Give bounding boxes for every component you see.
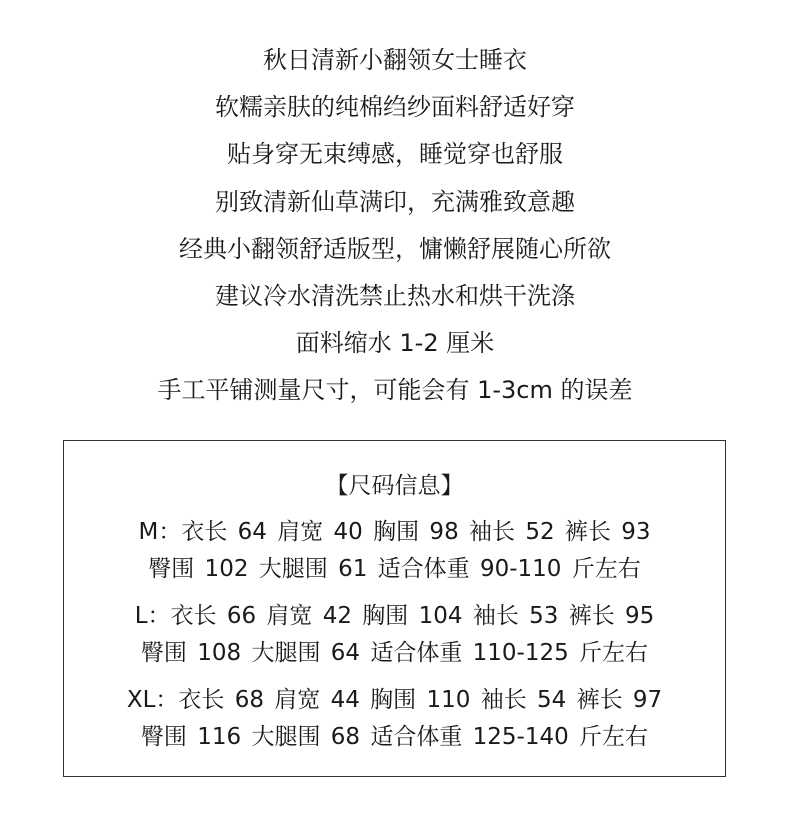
size-m-line2: 臀围 102 大腿围 61 适合体重 90-110 斤左右 — [148, 556, 641, 582]
intro-line-measurement: 手工平铺测量尺寸，可能会有 1-3cm 的误差 — [157, 376, 633, 405]
size-xl-line1: XL：衣长 68 肩宽 44 胸围 110 袖长 54 裤长 97 — [126, 687, 663, 713]
intro-line-fabric: 软糯亲肤的纯棉绉纱面料舒适好穿 — [215, 93, 575, 122]
size-l-line1: L：衣长 66 肩宽 42 胸围 104 袖长 53 裤长 95 — [134, 603, 655, 629]
intro-line-shrinkage: 面料缩水 1-2 厘米 — [295, 329, 495, 358]
intro-line-title: 秋日清新小翻领女士睡衣 — [263, 46, 527, 74]
size-entry-l — [64, 598, 725, 672]
size-m-line1: M：衣长 64 肩宽 40 胸围 98 袖长 52 裤长 93 — [138, 519, 651, 545]
size-info-box — [63, 440, 726, 777]
size-l-line2: 臀围 108 大腿围 64 适合体重 110-125 斤左右 — [140, 640, 649, 666]
product-description — [0, 40, 790, 418]
size-entry-m — [64, 514, 725, 588]
size-entry-xl — [64, 682, 725, 756]
intro-line-collar: 经典小翻领舒适版型，慵懒舒展随心所欲 — [179, 234, 611, 263]
intro-line-print: 别致清新仙草满印，充满雅致意趣 — [215, 187, 575, 216]
intro-line-washing: 建议冷水清洗禁止热水和烘干洗涤 — [215, 281, 575, 310]
intro-line-comfort: 贴身穿无束缚感，睡觉穿也舒服 — [227, 140, 563, 169]
size-xl-line2: 臀围 116 大腿围 68 适合体重 125-140 斤左右 — [140, 724, 649, 750]
size-info-title: 【尺码信息】 — [325, 473, 464, 499]
